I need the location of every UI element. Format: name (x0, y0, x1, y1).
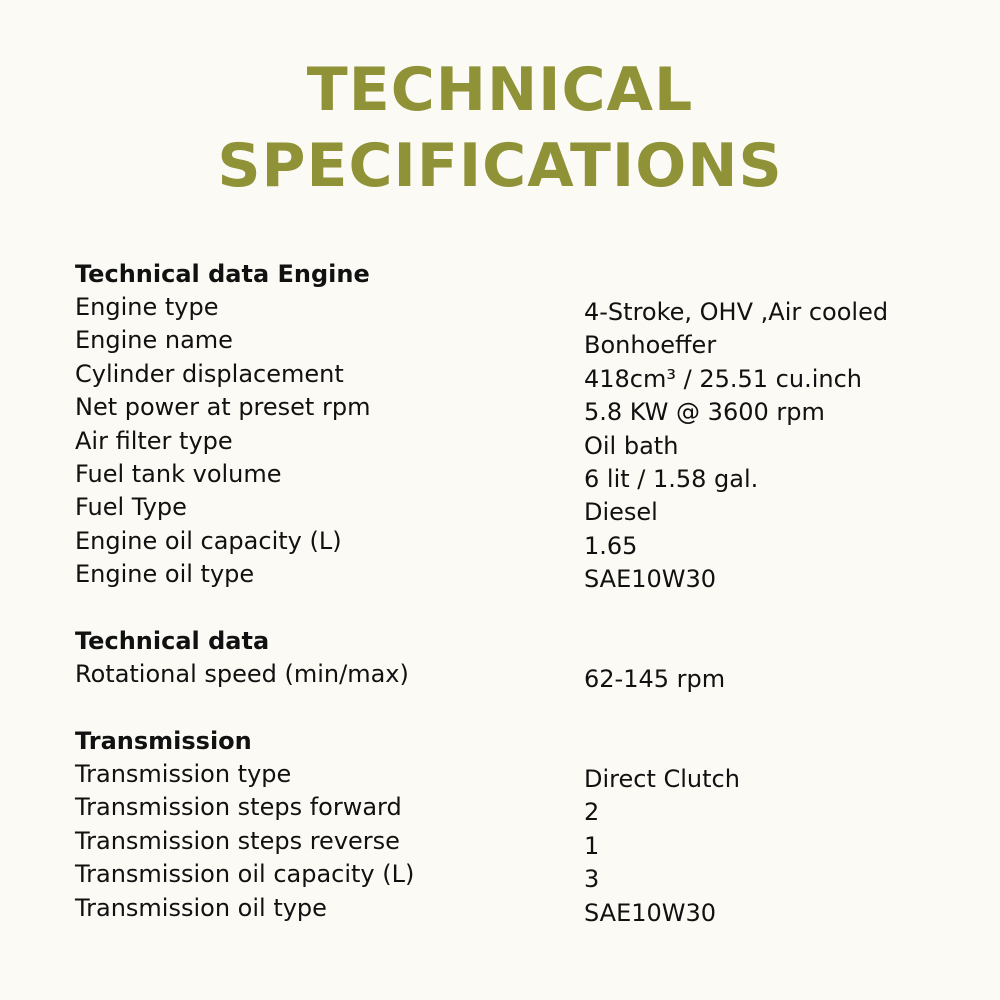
spec-label: Air filter type (75, 426, 233, 455)
spec-row (75, 791, 955, 827)
spec-label: Rotational speed (min/max) (75, 660, 409, 688)
spec-row (75, 391, 955, 427)
spec-label: Engine oil type (75, 560, 255, 589)
spec-value: 418cm³ / 25.51 cu.inch (584, 364, 863, 393)
spec-value: 2 (584, 798, 600, 827)
spec-label: Engine type (75, 293, 219, 321)
spec-label: Net power at preset rpm (75, 393, 371, 422)
spec-value: 3 (584, 865, 600, 894)
spec-value: Diesel (584, 498, 658, 527)
spec-value: 4-Stroke, OHV ,Air cooled (584, 298, 889, 326)
spec-label: Transmission oil type (75, 893, 327, 922)
section-heading: Transmission (75, 727, 252, 755)
spec-label: Fuel Type (75, 493, 187, 522)
title-line-1: TECHNICAL (306, 55, 694, 125)
section-engine (75, 258, 955, 592)
section-heading: Technical data (75, 627, 270, 655)
spec-row (75, 892, 955, 925)
spec-value: 5.8 KW @ 3600 rpm (584, 398, 825, 427)
section-technical-data (75, 625, 955, 691)
spec-label: Transmission steps reverse (75, 826, 400, 855)
spec-value: SAE10W30 (584, 565, 717, 594)
spec-row (75, 458, 955, 491)
spec-row (75, 858, 955, 894)
spec-label: Transmission type (75, 760, 292, 788)
spec-row (75, 658, 955, 691)
spec-label: Engine oil capacity (L) (75, 526, 342, 555)
spec-row (75, 825, 955, 858)
spec-row (75, 291, 955, 324)
spec-value: 1 (584, 831, 600, 860)
spec-row (75, 324, 955, 360)
spec-label: Transmission steps forward (75, 793, 402, 822)
spec-value: Direct Clutch (584, 765, 740, 793)
spec-value: Oil bath (584, 431, 679, 460)
spec-value: Bonhoeffer (584, 331, 717, 360)
spec-value: 6 lit / 1.58 gal. (584, 464, 759, 493)
spec-row (75, 758, 955, 791)
spec-label: Transmission oil capacity (L) (75, 860, 415, 889)
spec-row (75, 425, 955, 458)
spec-value: 62-145 rpm (584, 665, 726, 693)
spec-row (75, 525, 955, 558)
spec-label: Engine name (75, 326, 233, 355)
page-title (0, 52, 1000, 204)
spec-label: Cylinder displacement (75, 359, 344, 388)
spec-row (75, 558, 955, 594)
section-heading: Technical data Engine (75, 260, 370, 288)
title-line-2: SPECIFICATIONS (217, 131, 783, 201)
spec-value: 1.65 (584, 531, 638, 560)
spec-label: Fuel tank volume (75, 459, 282, 488)
spec-row (75, 491, 955, 527)
section-transmission (75, 725, 955, 925)
spec-value: SAE10W30 (584, 898, 717, 927)
spec-row (75, 358, 955, 391)
